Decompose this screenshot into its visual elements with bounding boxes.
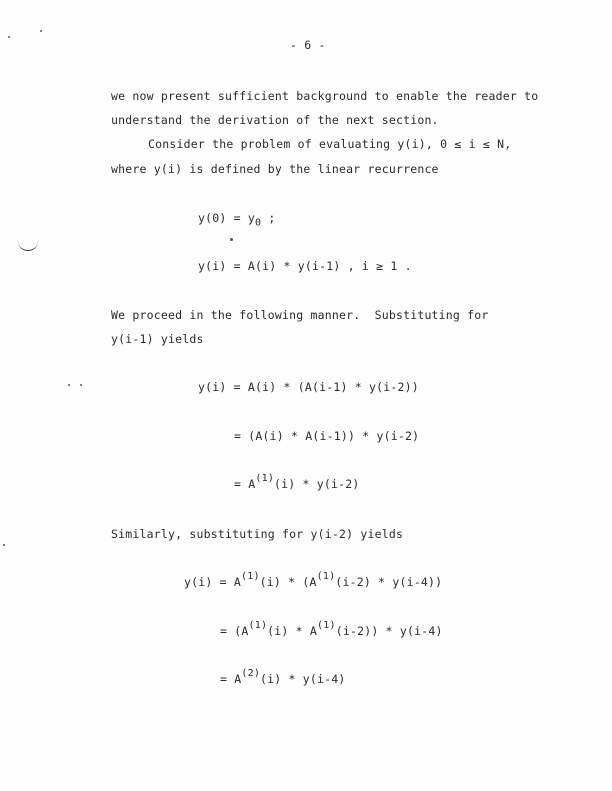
stray-dot	[80, 384, 82, 386]
superscript: (1)	[255, 473, 275, 485]
text: = (A	[220, 624, 249, 638]
text: y(i) = A(i) * y(i-1) , i	[198, 259, 377, 273]
ge-sign: ≥	[376, 259, 384, 273]
text: N,	[489, 137, 512, 151]
le-sign: ≤	[454, 137, 462, 151]
paragraph-2-line-2: where y(i) is defined by the linear recurrence	[111, 162, 439, 176]
text: (i) * y(i-2)	[274, 477, 360, 491]
equation-initial-condition	[198, 211, 276, 229]
equation-recurrence	[198, 259, 412, 273]
text: y(i) = A	[184, 575, 241, 589]
text: (i) * y(i-4)	[260, 672, 346, 686]
paragraph-2-line-1	[148, 137, 511, 151]
paragraph-1-line-1: we now present sufficient background to enable the reader to	[111, 89, 539, 103]
stray-dot	[68, 384, 70, 386]
derivation-step-3	[234, 473, 360, 491]
text: (i) * A	[267, 624, 318, 638]
text: = A	[220, 672, 242, 686]
superscript: (1)	[317, 620, 336, 632]
superscript: (1)	[241, 571, 260, 583]
superscript: (2)	[241, 668, 261, 680]
expansion-step-3	[220, 668, 346, 686]
page-number: - 6 -	[290, 38, 326, 52]
text: 1 .	[383, 259, 412, 273]
derivation-step-2: = (A(i) * A(i-1)) * y(i-2)	[234, 429, 420, 443]
stray-dot	[8, 36, 10, 38]
expansion-step-2	[220, 620, 443, 638]
stray-dot	[40, 30, 42, 32]
derivation-step-1: y(i) = A(i) * (A(i-1) * y(i-2))	[198, 380, 419, 394]
paragraph-3-line-1: We proceed in the following manner. Substituting for	[111, 308, 489, 322]
text: y(0) = y	[198, 211, 255, 225]
paragraph-3-line-2: y(i-1) yields	[111, 332, 204, 346]
paragraph-1-line-2: understand the derivation of the next section.	[111, 113, 439, 127]
stray-dot	[230, 238, 233, 241]
text: (i-2) * y(i-4))	[335, 575, 443, 589]
text: = A	[234, 477, 256, 491]
stray-dot	[3, 544, 5, 546]
paragraph-4: Similarly, substituting for y(i-2) yields	[111, 527, 404, 541]
le-sign: ≤	[482, 137, 490, 151]
superscript: (1)	[248, 620, 268, 632]
subscript: 0	[255, 217, 262, 229]
margin-mark	[18, 238, 38, 251]
text: (i-2)) * y(i-4)	[335, 624, 443, 638]
superscript: (1)	[316, 571, 336, 583]
expansion-step-1	[184, 571, 443, 589]
text: ;	[261, 211, 276, 225]
text: Consider the problem of evaluating y(i), 0	[148, 137, 455, 151]
text: i	[461, 137, 483, 151]
text: (i) * (A	[259, 575, 317, 589]
